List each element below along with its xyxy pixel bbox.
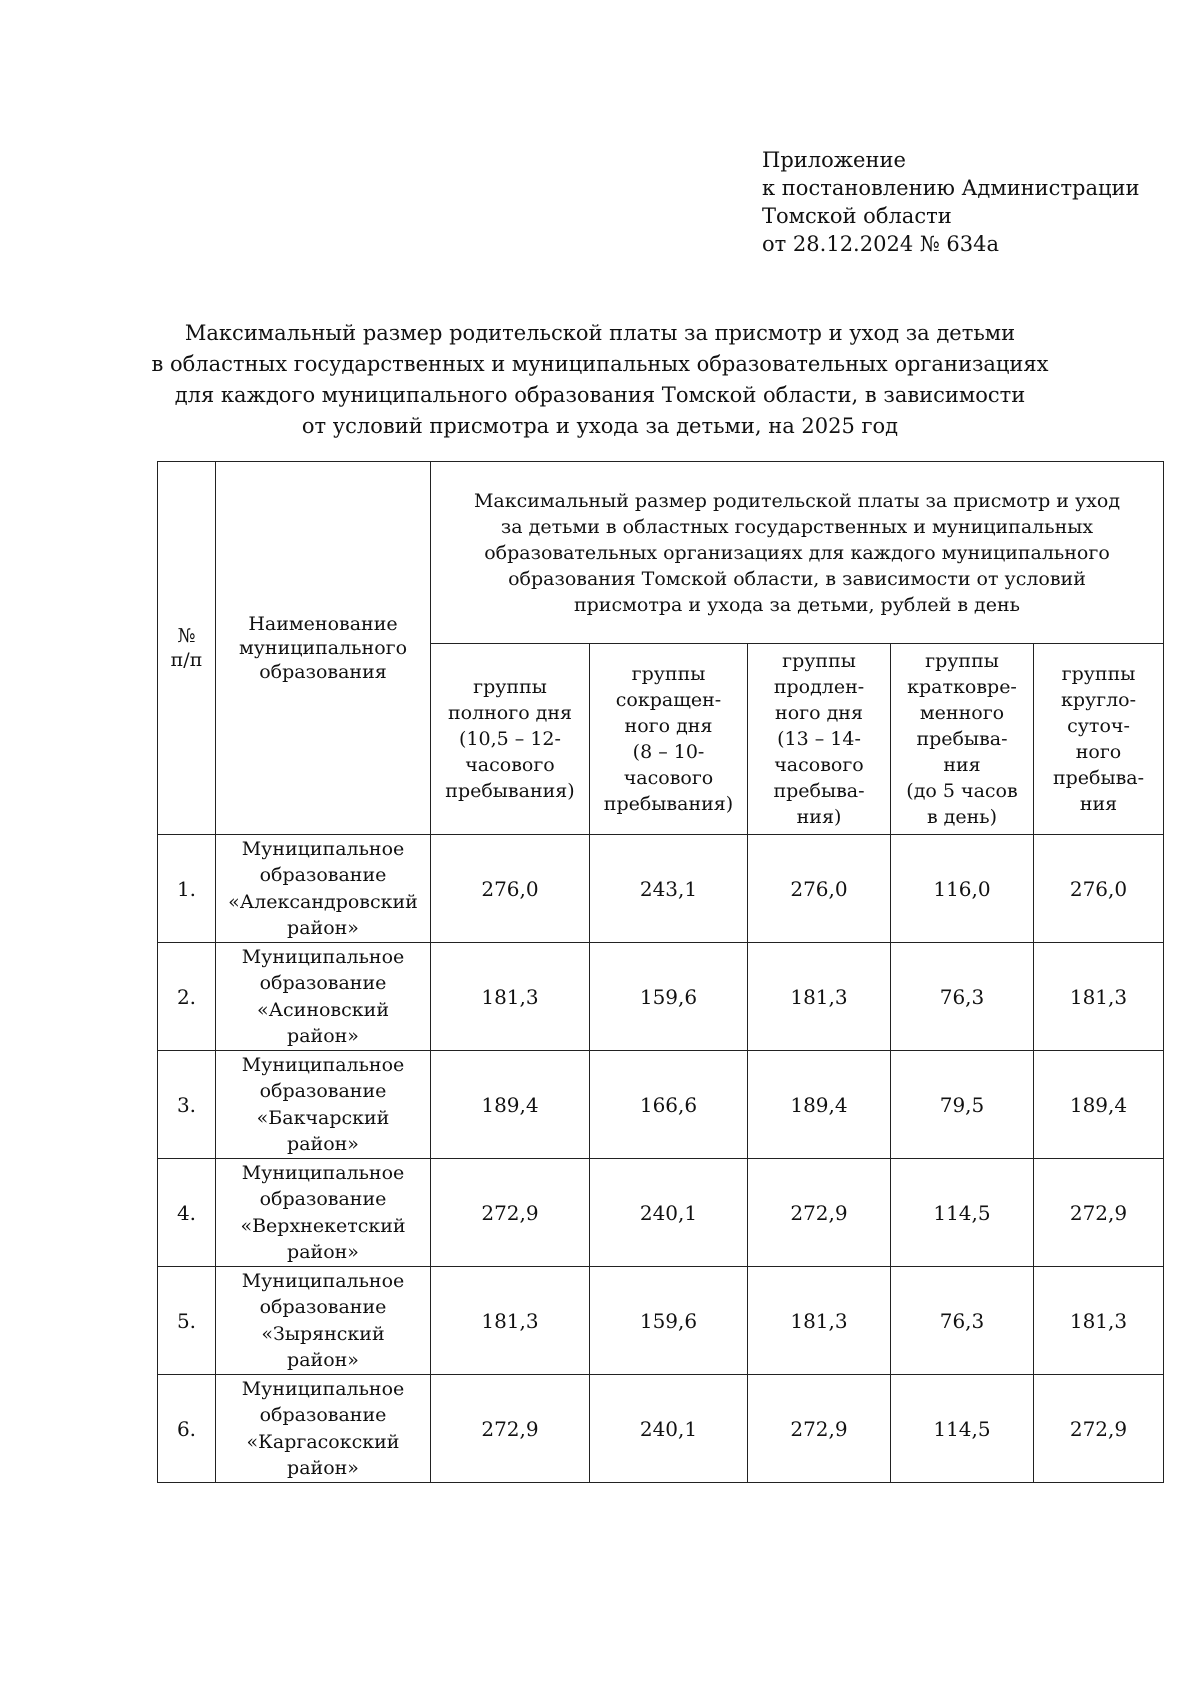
municipality-name-line: образование (259, 1188, 387, 1210)
column-header-line: ния) (796, 806, 842, 828)
name-column-header: Наименование муниципального образования (216, 462, 431, 835)
row-number: 4. (158, 1159, 216, 1267)
column-header-line: пребывания) (603, 793, 734, 815)
column-header-line: часового (465, 754, 555, 776)
column-header-line: ного дня (775, 702, 863, 724)
fee-value: 166,6 (590, 1051, 748, 1159)
municipality-name (216, 943, 431, 1051)
municipality-name-line: Муниципальное (241, 1161, 405, 1184)
municipality-name-line: Муниципальное (241, 1377, 405, 1400)
column-header-1 (431, 644, 590, 835)
column-header-line: (13 – 14- (777, 728, 861, 750)
table-row (158, 943, 1164, 1051)
column-header-line: (до 5 часов (906, 780, 1018, 802)
fee-value: 240,1 (590, 1375, 748, 1483)
fee-value: 181,3 (1034, 1267, 1164, 1375)
row-number: 6. (158, 1375, 216, 1483)
fee-value: 76,3 (891, 1267, 1034, 1375)
column-header-line: группы (473, 676, 547, 698)
municipality-name-line: образование (259, 864, 387, 886)
municipality-name-line: «Верхнекетский (240, 1214, 406, 1237)
column-header-2 (590, 644, 748, 835)
appendix-line: к постановлению Администрации (762, 176, 1140, 200)
municipality-name-line: «Александровский (228, 890, 418, 913)
municipality-name-line: район» (287, 1241, 359, 1263)
table-row (158, 1267, 1164, 1375)
column-header-line: в день) (926, 806, 998, 828)
column-header-line: группы (925, 650, 999, 672)
column-header-line: ного дня (624, 715, 713, 737)
number-column-header: № п/п (158, 462, 216, 835)
municipality-name-line: «Каргасокский (246, 1430, 400, 1453)
fee-group-header: Максимальный размер родительской платы за присмотр и уход за детьми в областных государственных и муниципальных образовательных организациях для каждого муниципального образования Томской области, в зависимости от условий присмотра и ухода за детьми, рублей в день (431, 462, 1164, 644)
fee-value: 189,4 (431, 1051, 590, 1159)
municipality-name-line: образование (259, 1404, 387, 1426)
fee-value: 181,3 (431, 943, 590, 1051)
title-line: в областных государственных и муниципальных образовательных организациях (151, 352, 1049, 376)
title-line: от условий присмотра и ухода за детьми, на 2025 год (301, 414, 899, 438)
column-header-line: сокращен- (615, 689, 722, 711)
municipality-name-line: Муниципальное (241, 1053, 405, 1076)
fee-value: 181,3 (431, 1267, 590, 1375)
column-header-5 (1034, 644, 1164, 835)
municipality-name-line: район» (287, 1457, 359, 1479)
column-header-line: (10,5 – 12- (459, 728, 561, 750)
table-row (158, 1051, 1164, 1159)
municipality-name-line: образование (259, 972, 387, 994)
fee-value: 272,9 (748, 1159, 891, 1267)
column-header-line: часового (774, 754, 864, 776)
municipality-name-line: «Бакчарский (256, 1106, 390, 1129)
appendix-line: Приложение (762, 148, 906, 172)
column-header-line: ния (943, 754, 981, 776)
fee-value: 159,6 (590, 943, 748, 1051)
municipality-name (216, 835, 431, 943)
fee-value: 181,3 (1034, 943, 1164, 1051)
municipality-name-line: образование (259, 1080, 387, 1102)
fee-value: 189,4 (1034, 1051, 1164, 1159)
municipality-name (216, 1051, 431, 1159)
column-header-line: кругло- (1060, 689, 1137, 711)
fee-value: 240,1 (590, 1159, 748, 1267)
municipality-name-line: «Асиновский (257, 998, 389, 1021)
column-header-line: группы (1061, 663, 1136, 685)
column-header-line: продлен- (773, 676, 865, 698)
column-header-line: ного (1075, 741, 1122, 763)
title-line: Максимальный размер родительской платы за присмотр и уход за детьми (184, 321, 1016, 345)
column-header-3 (748, 644, 891, 835)
table-row (158, 1159, 1164, 1267)
row-number: 1. (158, 835, 216, 943)
fee-value: 272,9 (1034, 1159, 1164, 1267)
column-header-line: менного (919, 702, 1005, 724)
appendix-line: Томской области (762, 204, 952, 228)
column-header-line: пребыва- (773, 780, 865, 802)
fee-value: 276,0 (748, 835, 891, 943)
municipality-name-line: Муниципальное (241, 945, 405, 968)
column-header-line: группы (782, 650, 856, 672)
column-header-4 (891, 644, 1034, 835)
fee-value: 276,0 (431, 835, 590, 943)
title-line: для каждого муниципального образования Томской области, в зависимости (174, 383, 1026, 407)
column-header-line: пребывания) (445, 780, 575, 802)
row-number: 3. (158, 1051, 216, 1159)
table-row (158, 1375, 1164, 1483)
fee-value: 181,3 (748, 943, 891, 1051)
municipality-name-line: район» (287, 1349, 359, 1371)
municipality-name-line: район» (287, 1025, 359, 1047)
municipality-name-line: «Зырянский (261, 1322, 385, 1345)
fee-value: 114,5 (891, 1159, 1034, 1267)
table-row (158, 835, 1164, 943)
fee-value: 272,9 (431, 1375, 590, 1483)
municipality-name (216, 1375, 431, 1483)
fee-value: 189,4 (748, 1051, 891, 1159)
row-number: 5. (158, 1267, 216, 1375)
municipality-name-line: район» (287, 1133, 359, 1155)
municipality-name-line: район» (287, 917, 359, 939)
municipality-name-line: образование (259, 1296, 387, 1318)
municipality-name (216, 1267, 431, 1375)
fee-value: 159,6 (590, 1267, 748, 1375)
fee-value: 76,3 (891, 943, 1034, 1051)
table-body (158, 835, 1164, 1483)
fee-value: 79,5 (891, 1051, 1034, 1159)
column-header-line: часового (623, 767, 714, 789)
fee-value: 114,5 (891, 1375, 1034, 1483)
appendix-block (762, 146, 1140, 258)
fee-value: 272,9 (1034, 1375, 1164, 1483)
column-header-line: группы (631, 663, 706, 685)
header-row (158, 462, 1164, 644)
column-header-line: суточ- (1067, 715, 1130, 737)
document-title (100, 318, 1100, 442)
fee-value: 272,9 (748, 1375, 891, 1483)
municipality-name (216, 1159, 431, 1267)
column-header-line: кратковре- (907, 676, 1017, 698)
column-header-line: пребыва- (1052, 767, 1145, 789)
fee-value: 243,1 (590, 835, 748, 943)
row-number: 2. (158, 943, 216, 1051)
fees-table (157, 461, 1164, 1483)
fee-value: 181,3 (748, 1267, 891, 1375)
column-header-line: ния (1079, 793, 1118, 815)
fee-value: 276,0 (1034, 835, 1164, 943)
column-header-line: полного дня (447, 702, 573, 724)
fee-value: 272,9 (431, 1159, 590, 1267)
appendix-line: от 28.12.2024 № 634а (762, 232, 999, 256)
column-header-line: пребыва- (916, 728, 1008, 750)
column-header-line: (8 – 10- (632, 741, 705, 763)
fee-value: 116,0 (891, 835, 1034, 943)
municipality-name-line: Муниципальное (241, 1269, 405, 1292)
municipality-name-line: Муниципальное (241, 837, 405, 860)
